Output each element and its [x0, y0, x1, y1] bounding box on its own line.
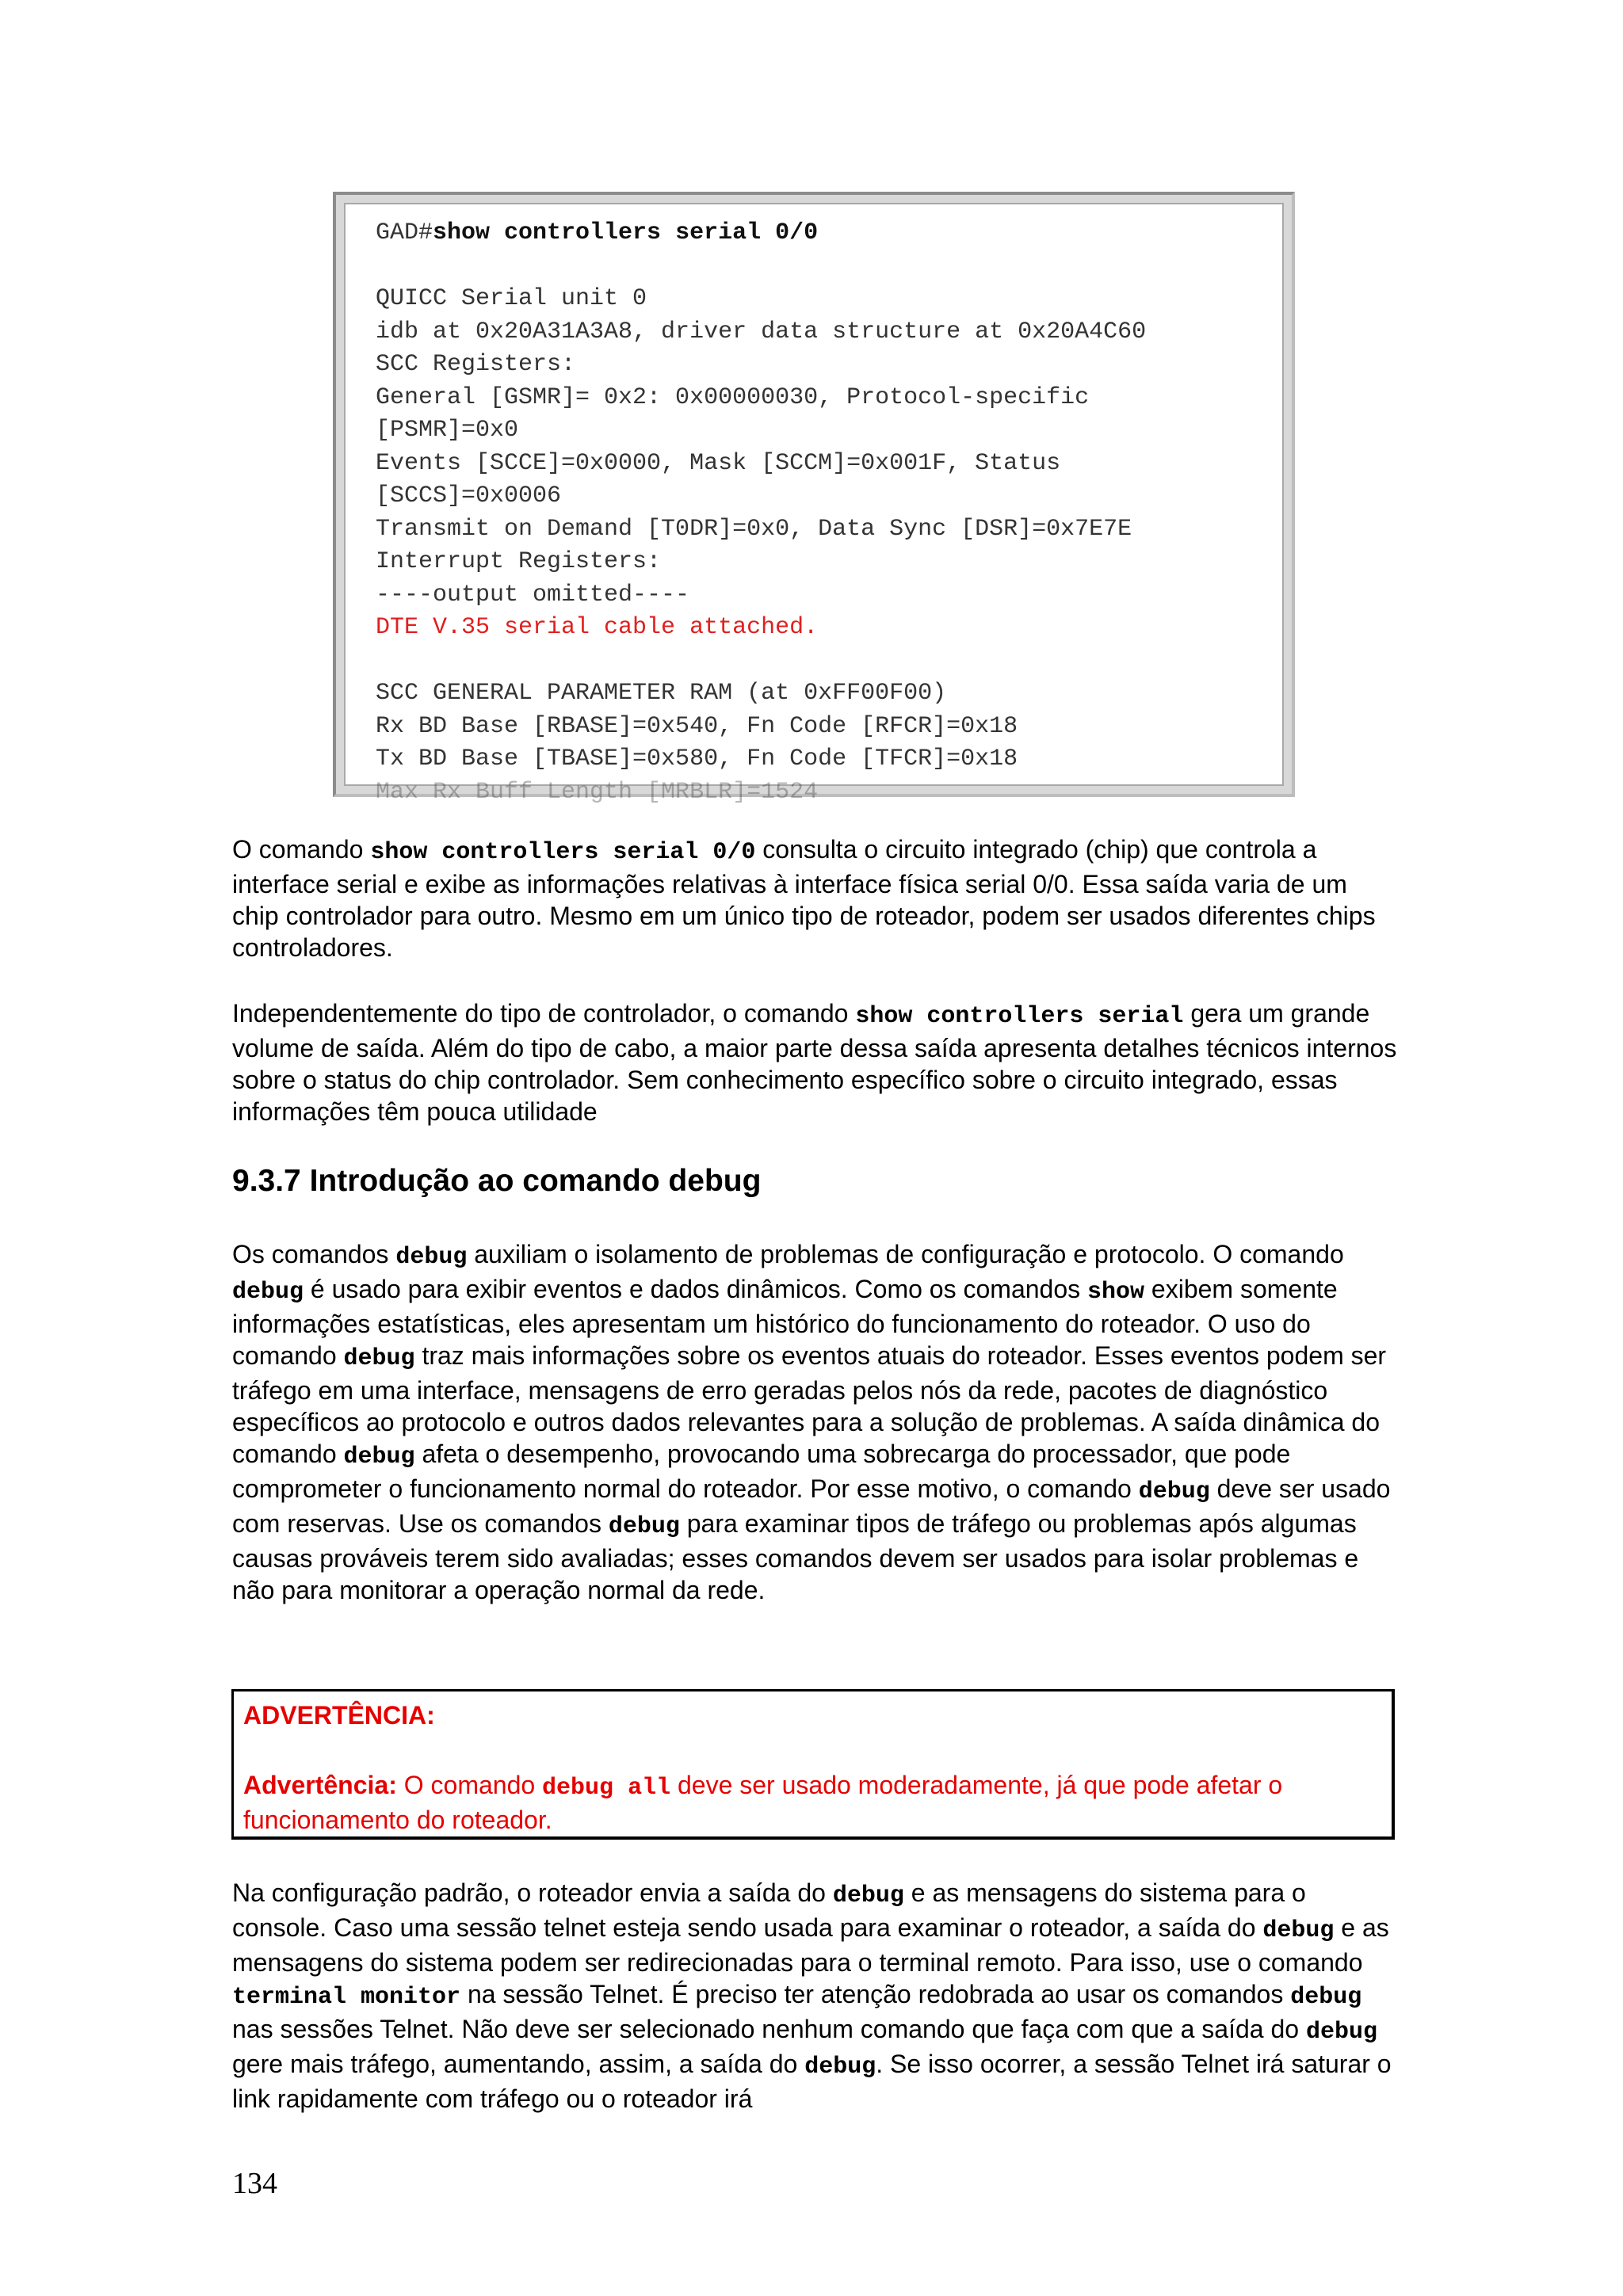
inline-command: debug: [343, 1444, 415, 1470]
paragraph-controller-output: [232, 997, 1397, 1127]
text: afeta o desempenho, provocando uma sobrecarga do processador, que pode comprometer o funcionamento normal do roteador. Por esse motivo, o comando: [232, 1440, 1291, 1503]
terminal-line: Transmit on Demand [T0DR]=0x0, Data Sync [DSR]=0x7E7E: [376, 515, 1132, 543]
inline-command: debug: [1305, 2019, 1377, 2046]
inline-command: debug: [232, 1279, 304, 1306]
inline-command: debug: [1138, 1478, 1210, 1505]
text: deve ser usado com reservas. Use os comandos: [232, 1474, 1391, 1538]
inline-command: debug: [1262, 1917, 1335, 1944]
terminal-line: idb at 0x20A31A3A8, driver data structure at 0x20A4C60: [376, 318, 1147, 345]
terminal-line: Rx BD Base [RBASE]=0x540, Fn Code [RFCR]=0x18: [376, 712, 1018, 740]
paragraph-debug-intro: [232, 1238, 1397, 1606]
text: é usado para exibir eventos e dados dinâmicos. Como os comandos: [304, 1275, 1088, 1303]
terminal-line: QUICC Serial unit 0: [376, 285, 647, 312]
text: nas sessões Telnet. Não deve ser selecionado nenhum comando que faça com que a saída do: [232, 2015, 1306, 2043]
warning-label: Advertência:: [243, 1771, 397, 1799]
terminal-screenshot: [333, 192, 1295, 806]
text: Os comandos: [232, 1240, 396, 1268]
text: Independentemente do tipo de controlador, o comando: [232, 999, 856, 1028]
terminal-line: SCC Registers:: [376, 351, 576, 378]
inline-command: terminal monitor: [232, 1984, 461, 2011]
terminal-line: [376, 645, 1282, 678]
terminal-line: Interrupt Registers:: [376, 548, 662, 575]
terminal-line: [PSMR]=0x0: [376, 417, 519, 444]
text: e as mensagens do sistema para o console. Caso uma sessão telnet esteja sendo usada para examinar o roteador, a saída do: [232, 1878, 1306, 1942]
terminal-line: ----output omitted----: [376, 581, 690, 608]
warning-title: ADVERTÊNCIA:: [243, 1701, 435, 1730]
paragraph-show-controllers: [232, 833, 1397, 963]
inline-command: show: [1087, 1279, 1145, 1306]
text: gere mais tráfego, aumentando, assim, a saída do: [232, 2050, 805, 2078]
inline-command: debug: [395, 1244, 468, 1271]
terminal-highlight-line: DTE V.35 serial cable attached.: [376, 614, 819, 641]
text: traz mais informações sobre os eventos atuais do roteador. Esses eventos podem ser tráfego em uma interface, mensagens de erro geradas pelos nós da rede, pacotes de diagnóstico específicos ao protocolo e outros dados relevantes para a solução de problemas. A saída dinâmica do comando: [232, 1341, 1387, 1468]
paragraph-debug-telnet: [232, 1877, 1397, 2115]
warning-text: [243, 1769, 1382, 1836]
terminal-line: [SCCS]=0x0006: [376, 482, 562, 509]
text: consulta o circuito integrado (chip) que controla a interface serial e exibe as informações relativas à interface física serial 0/0. Essa saída varia de um chip controlador para outro. Mesmo em um único tipo de roteador, podem ser usados diferentes chips controladores.: [232, 835, 1376, 962]
text: auxiliam o isolamento de problemas de configuração e protocolo. O comando: [467, 1240, 1344, 1268]
page-number: 134: [232, 2167, 277, 2200]
text: deve ser usado moderadamente, já que pode afetar o funcionamento do roteador.: [243, 1771, 1283, 1834]
inline-command: debug: [608, 1513, 680, 1540]
inline-command: show controllers serial: [855, 1003, 1184, 1030]
terminal-partial-line: Max Rx Buff Length [MRBLR]=1524: [376, 778, 819, 806]
terminal-command-line: [376, 217, 1282, 250]
text: O comando: [396, 1771, 543, 1799]
inline-command: show controllers serial 0/0: [370, 839, 756, 866]
terminal-line: Events [SCCE]=0x0000, Mask [SCCM]=0x001F, Status: [376, 449, 1061, 477]
terminal-output: [344, 203, 1284, 806]
terminal-prompt: GAD#: [376, 219, 433, 246]
text: Na configuração padrão, o roteador envia a saída do: [232, 1878, 833, 1907]
text: gera um grande volume de saída. Além do tipo de cabo, a maior parte dessa saída apresenta detalhes técnicos internos sobre o status do chip controlador. Sem conhecimento específico sobre o circuito integrado, essas informações têm pouca utilidade: [232, 999, 1397, 1126]
inline-command: debug: [804, 2054, 876, 2081]
warning-box: [231, 1689, 1395, 1840]
text: na sessão Telnet. É preciso ter atenção redobrada ao usar os comandos: [460, 1980, 1291, 2008]
text: . Se isso ocorrer, a sessão Telnet irá saturar o link rapidamente com tráfego ou o roteador irá: [232, 2050, 1392, 2113]
terminal-line: SCC GENERAL PARAMETER RAM (at 0xFF00F00): [376, 680, 947, 707]
terminal-line: Tx BD Base [TBASE]=0x580, Fn Code [TFCR]=0x18: [376, 746, 1018, 772]
text: exibem somente informações estatísticas, eles apresentam um histórico do funcionamento do roteador. O uso do comando: [232, 1275, 1338, 1370]
inline-command: debug: [343, 1345, 415, 1372]
text: O comando: [232, 835, 371, 864]
text: e as mensagens do sistema podem ser redirecionadas para o terminal remoto. Para isso, use o comando: [232, 1913, 1389, 1977]
inline-command: debug all: [542, 1775, 671, 1802]
inline-command: debug: [1290, 1984, 1362, 2011]
section-heading: 9.3.7 Introdução ao comando debug: [232, 1164, 762, 1198]
terminal-line: General [GSMR]= 0x2: 0x00000030, Protocol-specific: [376, 383, 1090, 411]
terminal-line: [376, 250, 1282, 284]
terminal-command: show controllers serial 0/0: [433, 219, 819, 246]
inline-command: debug: [832, 1882, 904, 1909]
text: para examinar tipos de tráfego ou problemas após algumas causas prováveis terem sido avaliadas; esses comandos devem ser usados para isolar problemas e não para monitorar a operação normal da rede.: [232, 1509, 1359, 1604]
